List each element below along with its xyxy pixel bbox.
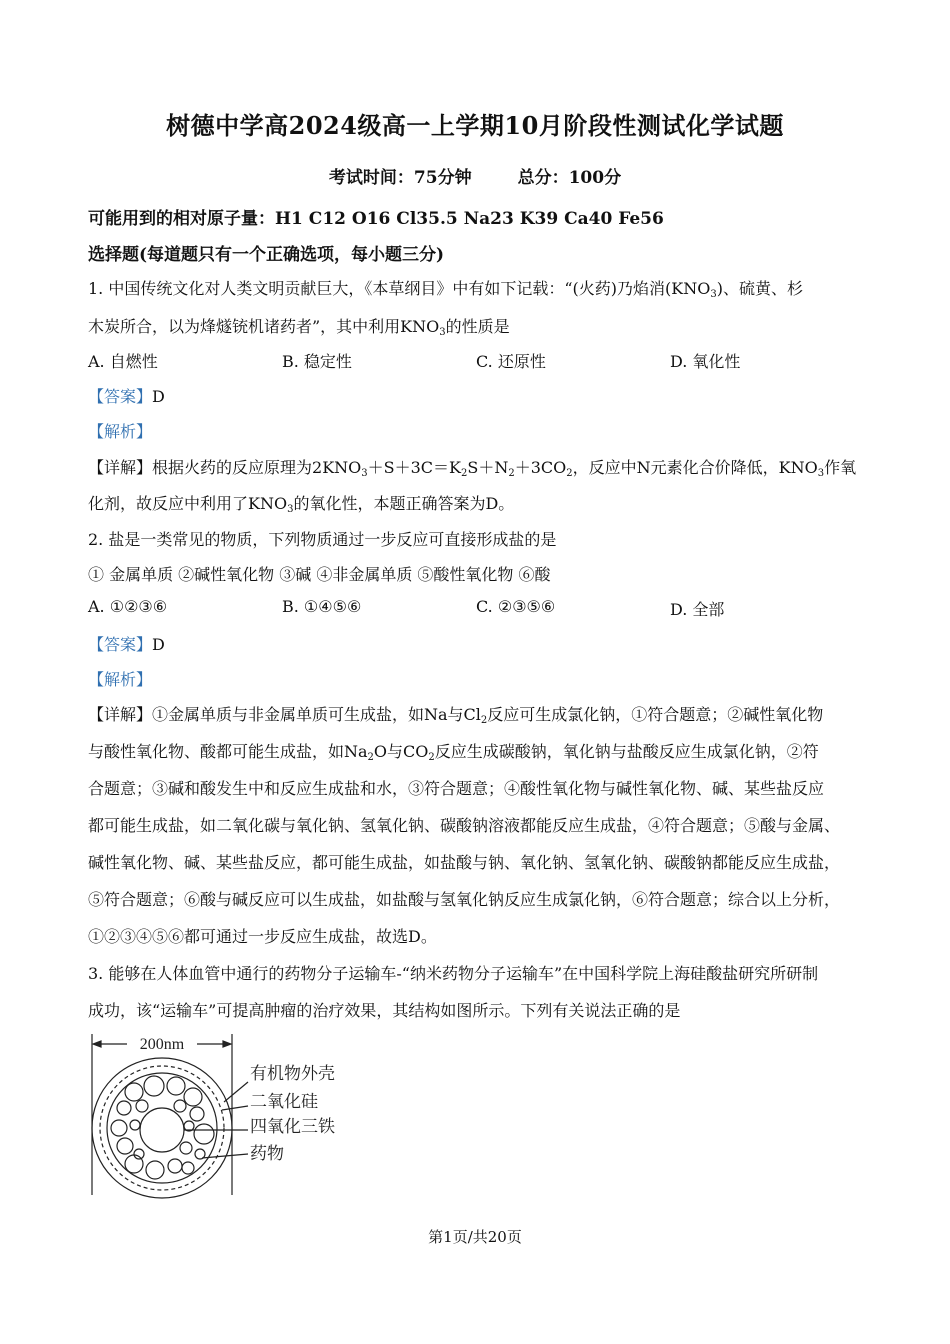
q1-option-a: A. 自燃性 — [88, 352, 158, 371]
size-label: 200nm — [139, 1036, 185, 1053]
q2-detail-line2: 与酸性氧化物、酸都可能生成盐，如$Na_2O$与$CO_2$反应生成碳酸钠，氧化钠与盐酸反应生成氯化钠，②符 — [88, 742, 819, 763]
exam-time: 考试时间：75分钟 — [328, 168, 472, 188]
exam-score: 总分：100分 — [517, 168, 622, 188]
q1-detail-line2: 化剂，故反应中利用了$KNO_3$的氧化性，本题正确答案为D。 — [88, 494, 515, 515]
q1-detail-line1: 【详解】根据火药的反应原理为$2KNO_3+S+3C=K_2S+N_2+3CO_2$，反应中N元素化合价降低，$KNO_3$作氧 — [88, 458, 857, 479]
q1-stem-line2: 木炭所合，以为烽燧铳机诸药者”，其中利用$KNO_3$的性质是 — [88, 317, 510, 338]
page-footer: 第1页/共20页 — [428, 1228, 522, 1246]
q2-option-b: B. ①④⑤⑥ — [282, 597, 362, 616]
q2-stem: 2. 盐是一类常见的物质，下列物质通过一步反应可直接形成盐的是 — [88, 530, 557, 549]
q1-analysis-tag: 【解析】 — [88, 422, 153, 441]
q2-items: ① 金属单质 ②碱性氧化物 ③碱 ④非金属单质 ⑤酸性氧化物 ⑥酸 — [88, 565, 551, 584]
q2-detail-line1: 【详解】①金属单质与非金属单质可生成盐，如Na与$Cl_2$反应可生成氯化钠，①符合题意；②碱性氧化物 — [88, 705, 824, 726]
q1-option-c: C. 还原性 — [476, 352, 546, 371]
q2-analysis-tag: 【解析】 — [88, 670, 153, 689]
q2-option-c: C. ②③⑤⑥ — [476, 597, 556, 616]
q2-detail-line7: ①②③④⑤⑥都可通过一步反应生成盐，故选D。 — [88, 927, 437, 946]
label-fe3o4: 四氧化三铁 — [250, 1117, 335, 1137]
q1-answer: 【答案】D — [88, 387, 165, 406]
q3-stem-line1: 3. 能够在人体血管中通行的药物分子运输车-“纳米药物分子运输车”在中国科学院上海硅酸盐研究所研制 — [88, 964, 819, 983]
q2-option-a: A. ①②③⑥ — [88, 597, 168, 616]
section-heading: 选择题(每道题只有一个正确选项，每小题三分) — [88, 245, 445, 265]
q2-detail-line3: 合题意；③碱和酸发生中和反应生成盐和水，③符合题意；④酸性氧化物与碱性氧化物、碱、某些盐反应 — [88, 779, 825, 798]
q1-option-b: B. 稳定性 — [282, 352, 352, 371]
q2-option-d: D. 全部 — [670, 600, 725, 619]
label-silica: 二氧化硅 — [250, 1092, 318, 1112]
q3-stem-line2: 成功，该“运输车”可提高肿瘤的治疗效果，其结构如图所示。下列有关说法正确的是 — [88, 1001, 681, 1020]
q2-detail-line5: 碱性氧化物、碱、某些盐反应，都可能生成盐，如盐酸与钠、氧化钠、氢氧化钠、碳酸钠都能反应生成盐， — [88, 853, 841, 872]
q2-answer: 【答案】D — [88, 635, 165, 654]
q1-option-d: D. 氧化性 — [670, 352, 741, 371]
q2-detail-line6: ⑤符合题意；⑥酸与碱反应可以生成盐，如盐酸与氢氧化钠反应生成氯化钠，⑥符合题意；综合以上分析， — [88, 890, 841, 909]
q2-detail-line4: 都可能生成盐，如二氧化碳与氧化钠、氢氧化钠、碳酸钠溶液都能反应生成盐，④符合题意；⑤酸与金属、 — [88, 816, 841, 835]
q1-stem-line1: 1. 中国传统文化对人类文明贡献巨大，《本草纲目》中有如下记载：“(火药)乃焰消$(KNO_3)$、硫黄、杉 — [88, 279, 803, 300]
label-drug: 药物 — [250, 1144, 284, 1164]
nano-carrier-diagram — [82, 1030, 372, 1202]
exam-meta — [0, 163, 950, 188]
label-organic-shell: 有机物外壳 — [250, 1064, 335, 1084]
page-title: 树德中学高2024级高一上学期10月阶段性测试化学试题 — [166, 111, 784, 140]
atomic-masses: 可能用到的相对原子量：H1 C12 O16 Cl35.5 Na23 K39 Ca40 Fe56 — [88, 209, 664, 229]
